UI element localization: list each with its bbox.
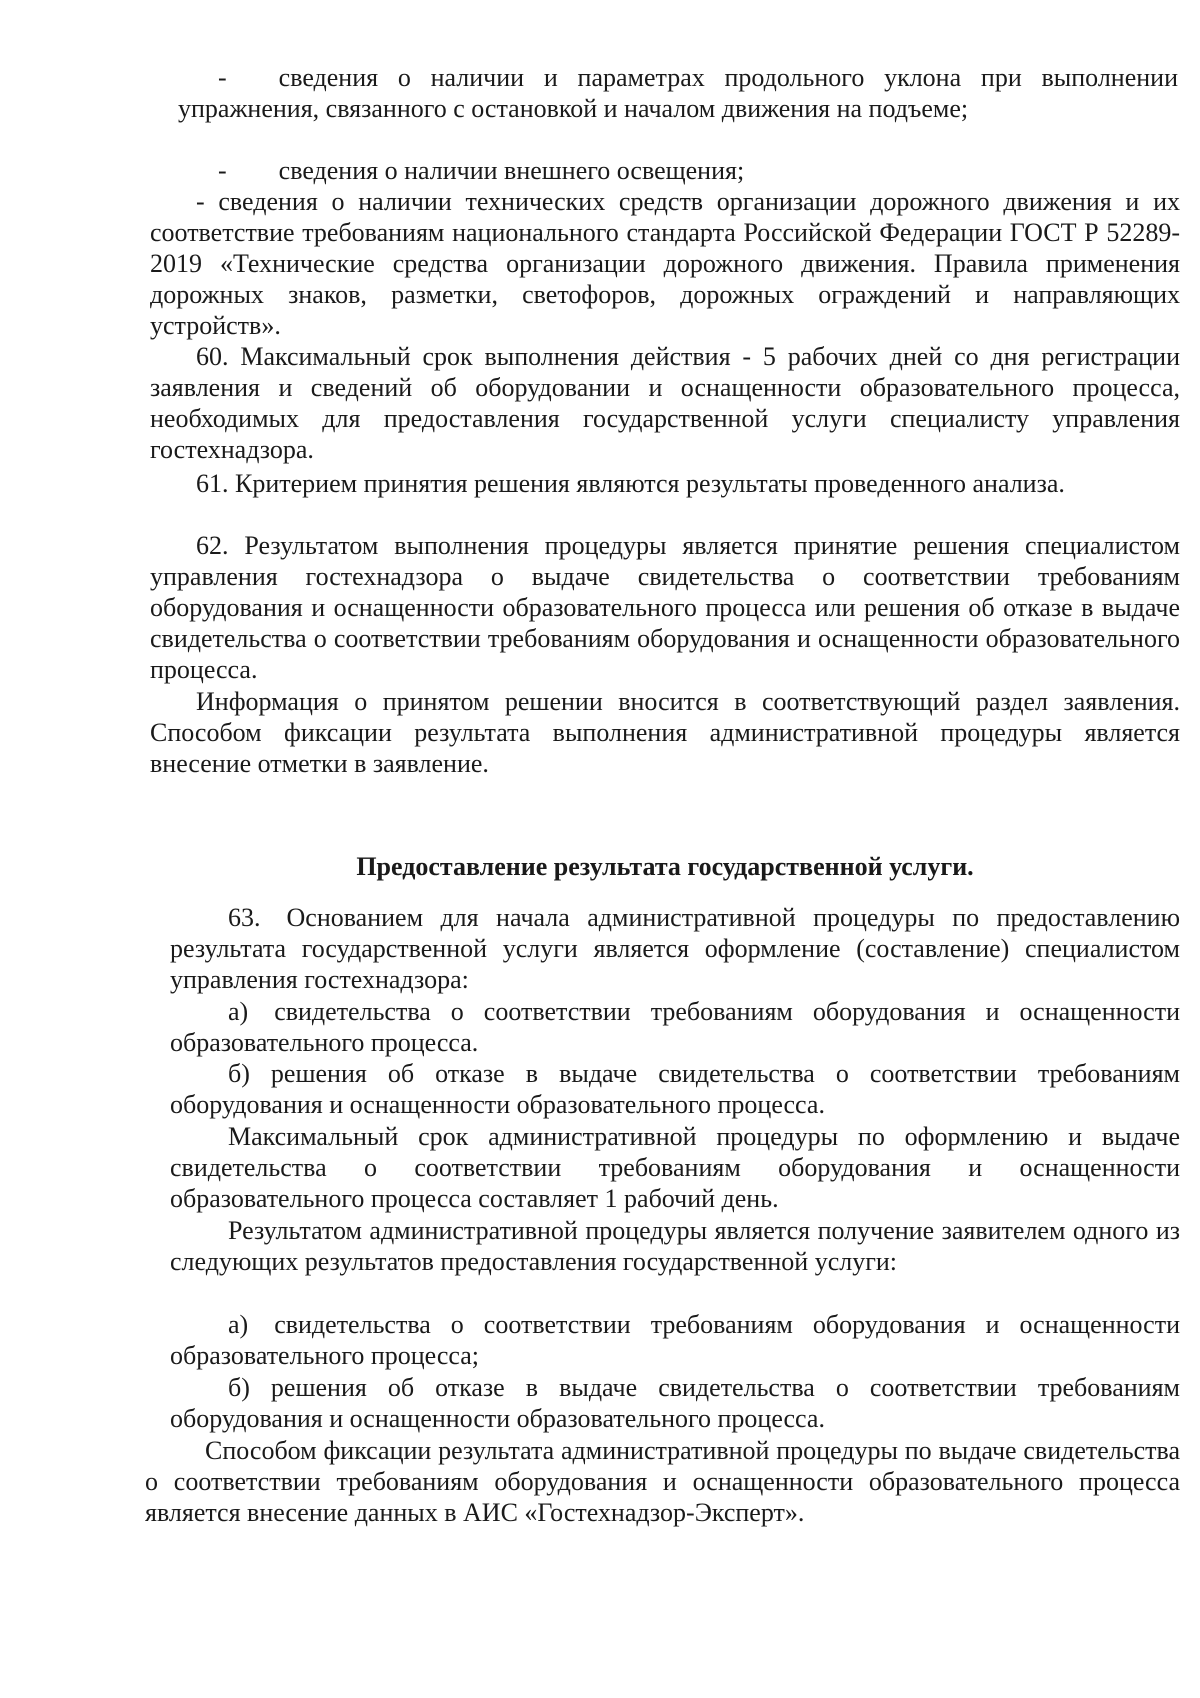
- paragraph-62: 62. Результатом выполнения процедуры является принятие решения специалистом управления гостехнадзора о выдаче свидетельства о соответствии требованиям оборудования и оснащенности образовательного процесса или решения об отказе в выдаче свидетельства о соответствии требованиям оборудования и оснащенности образовательного процесса.: [150, 531, 1180, 684]
- paragraph-63: 63. Основанием для начала административной процедуры по предоставлению результата государственной услуги является оформление (составление) специалистом управления гостехнадзора:: [170, 903, 1180, 994]
- paragraph-traffic-means-info: - сведения о наличии технических средств организации дорожного движения и их соответствие требованиям национального стандарта Российской Федерации ГОСТ Р 52289-2019 «Технические средства организации дорожного движения. Правила применения дорожных знаков, разметки, светофоров, дорожных ограждений и направляющих устройств».: [150, 187, 1180, 340]
- paragraph-60: 60. Максимальный срок выполнения действия - 5 рабочих дней со дня регистрации заявления и сведений об оборудовании и оснащенности образовательного процесса, необходимых для предоставления государственной услуги специалисту управления гостехнадзора.: [150, 342, 1180, 464]
- paragraph-max-term: Максимальный срок административной процедуры по оформлению и выдаче свидетельства о соответствии требованиям оборудования и оснащенности образовательного процесса составляет 1 рабочий день.: [170, 1122, 1180, 1213]
- paragraph-fixation-method: Способом фиксации результата административной процедуры по выдаче свидетельства о соответствии требованиям оборудования и оснащенности образовательного процесса является внесение данных в АИС «Гостехнадзор-Эксперт».: [145, 1436, 1180, 1527]
- paragraph-63-item-a: а) свидетельства о соответствии требованиям оборудования и оснащенности образовательного процесса.: [170, 997, 1180, 1057]
- paragraph-61: 61. Критерием принятия решения являются результаты проведенного анализа.: [196, 469, 1065, 498]
- paragraph-result-item-a: а) свидетельства о соответствии требованиям оборудования и оснащенности образовательного процесса;: [170, 1310, 1180, 1370]
- paragraph-decision-info: Информация о принятом решении вносится в соответствующий раздел заявления. Способом фиксации результата выполнения административной процедуры является внесение отметки в заявление.: [150, 687, 1180, 778]
- paragraph-63-item-b: б) решения об отказе в выдаче свидетельства о соответствии требованиям оборудования и оснащенности образовательного процесса.: [170, 1059, 1180, 1119]
- paragraph-result-item-b: б) решения об отказе в выдаче свидетельства о соответствии требованиям оборудования и оснащенности образовательного процесса.: [170, 1373, 1180, 1433]
- section-heading: Предоставление результата государственной услуги.: [356, 852, 974, 881]
- paragraph-slope-info: - сведения о наличии и параметрах продольного уклона при выполнении упражнения, связанного с остановкой и началом движения на подъеме;: [178, 63, 1178, 123]
- paragraph-result: Результатом административной процедуры является получение заявителем одного из следующих результатов предоставления государственной услуги:: [170, 1216, 1180, 1276]
- paragraph-lighting-info: - сведения о наличии внешнего освещения;: [218, 156, 745, 185]
